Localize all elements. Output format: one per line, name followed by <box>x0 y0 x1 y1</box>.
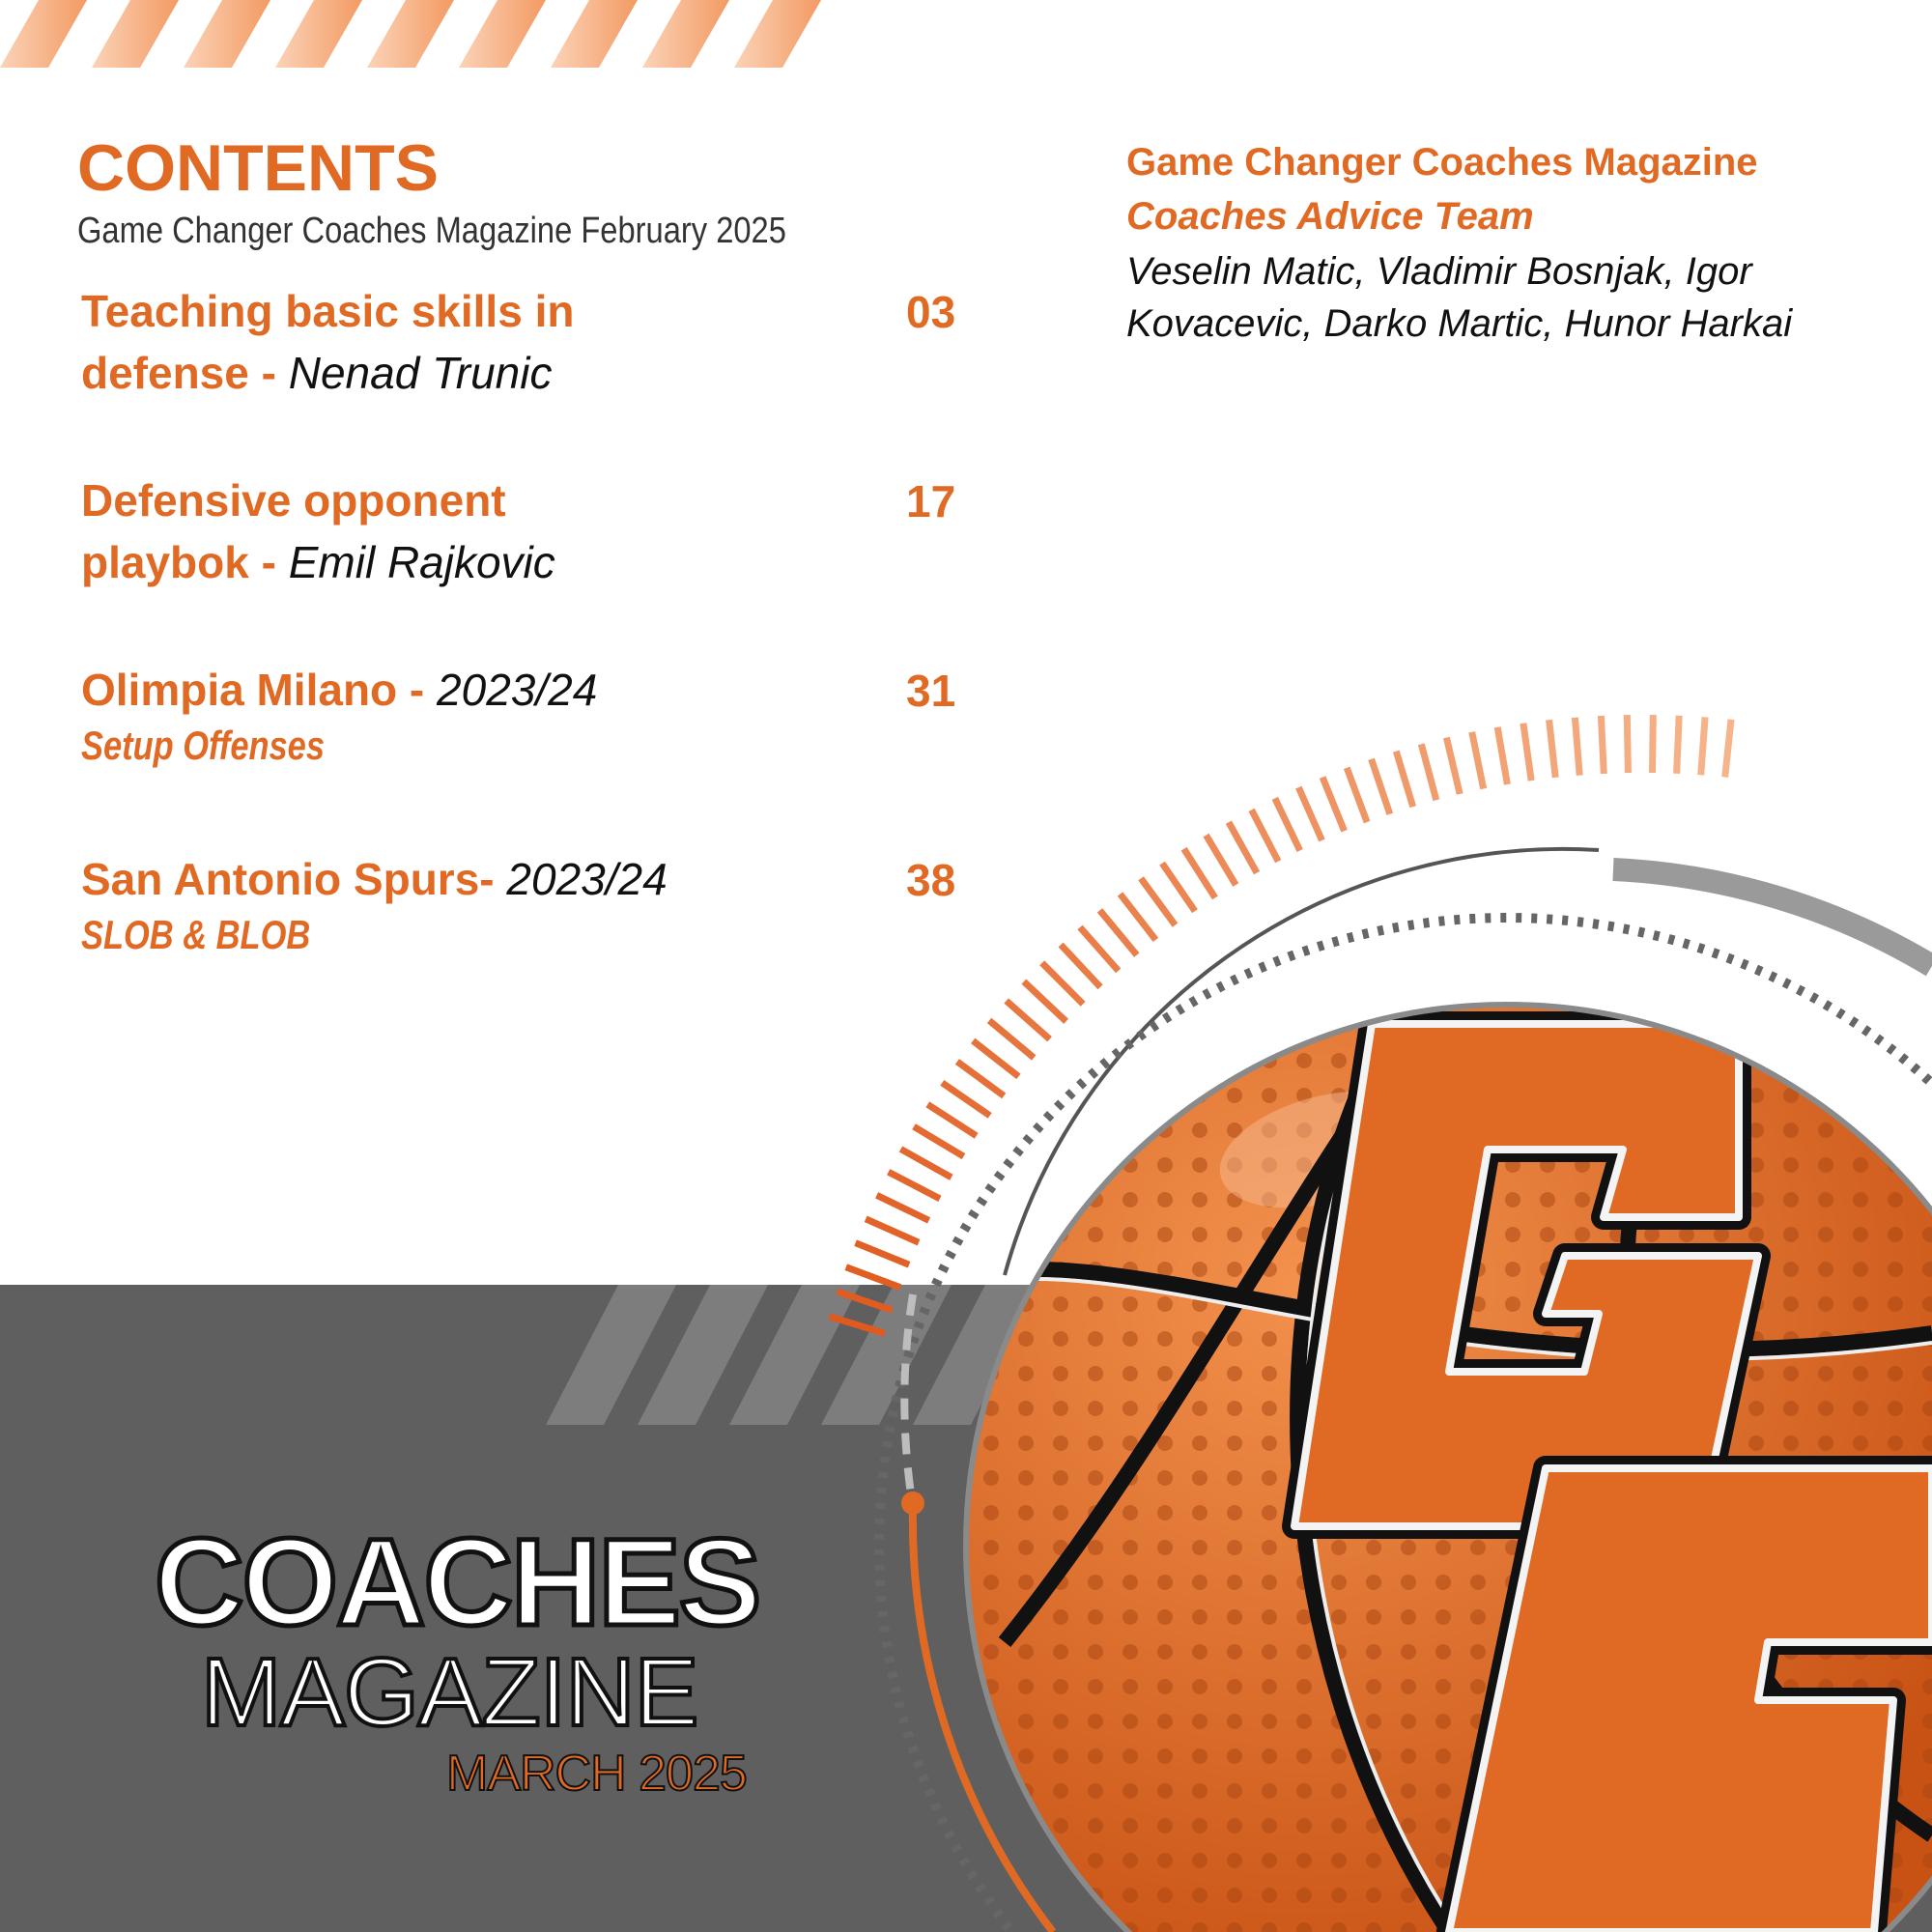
contents-subheading: Game Changer Coaches Magazine February 2025 <box>77 211 786 251</box>
gauge-tick <box>1446 738 1460 794</box>
gauge-tick <box>1701 717 1705 775</box>
toc-entry[interactable] <box>81 848 757 958</box>
gauge-tick <box>1347 768 1367 822</box>
gauge-tick <box>856 1243 910 1265</box>
gauge-tick <box>1575 718 1579 776</box>
gauge-tick <box>1061 945 1100 987</box>
toc-entry-author: 2023/24 <box>506 854 668 904</box>
gauge-tick <box>1298 787 1321 840</box>
gauge-tick <box>877 1195 929 1220</box>
gauge-tick <box>1252 810 1279 861</box>
toc-entry-title: Olimpia Milano - 2023/24 <box>81 665 598 715</box>
gauge-tick <box>1549 720 1556 778</box>
gauge-tick <box>1024 981 1066 1021</box>
gauge-tick <box>1421 744 1436 800</box>
toc-entry-tag: SLOB & BLOB <box>81 912 311 957</box>
toc-entry[interactable] <box>81 280 757 404</box>
toc-entry-author: Nenad Trunic <box>288 348 553 398</box>
gauge-tick <box>1322 778 1345 832</box>
gauge-tick <box>927 1104 976 1136</box>
gauge-tick <box>901 1150 952 1178</box>
gauge-tick <box>1007 1001 1050 1039</box>
toc-entry-author: 2023/24 <box>437 665 598 715</box>
contents-heading: CONTENTS <box>77 131 439 205</box>
gauge-tick <box>1725 720 1731 778</box>
masthead-magazine: MAGAZINE <box>201 1638 698 1747</box>
gauge-tick <box>1207 836 1236 886</box>
gauge-tick <box>1601 716 1604 774</box>
gauge-tick <box>889 1172 940 1199</box>
toc-entry-title: San Antonio Spurs- 2023/24 <box>81 854 668 904</box>
gauge-tick <box>957 1062 1004 1096</box>
gauge-tick <box>1677 716 1680 774</box>
gauge-tick <box>1497 727 1507 784</box>
gauge-tick <box>1372 759 1390 814</box>
toc-entry-author: Emil Rajkovic <box>288 537 555 587</box>
gauge-tick <box>1141 878 1175 924</box>
toc-entry[interactable] <box>81 659 757 769</box>
gauge-tick <box>1100 910 1137 954</box>
gauge-tick <box>1042 963 1083 1005</box>
toc-page-number: 38 <box>906 855 956 905</box>
gauge-tick <box>846 1267 900 1288</box>
toc-entry-title: Defensive opponent playbok - Emil Rajkovic <box>81 475 555 587</box>
advice-team-title: Coaches Advice Team <box>1126 195 1534 238</box>
gauge-tick <box>1275 798 1300 850</box>
gauge-tick <box>1653 715 1654 773</box>
gauge-tick <box>1184 849 1215 898</box>
gauge-tick <box>1523 724 1531 781</box>
masthead-coaches: COACHES <box>155 1514 760 1652</box>
advice-team-magazine: Game Changer Coaches Magazine <box>1126 141 1758 184</box>
gauge-tick <box>989 1020 1034 1058</box>
gauge-tick <box>1627 715 1628 773</box>
gauge-tick <box>1396 752 1412 807</box>
toc-entry-title: Teaching basic skills in defense - Nenad Trunic <box>81 286 575 398</box>
advice-team-names: Veselin Matic, Vladimir Bosnjak, Igor Kovacevic, Darko Martic, Hunor Harkai <box>1126 250 1793 345</box>
toc-entry-tag: Setup Offenses <box>81 723 325 768</box>
gauge-tick <box>1472 732 1484 789</box>
toc-page-number: 17 <box>906 476 956 526</box>
masthead-issue-date: MARCH 2025 <box>446 1746 747 1802</box>
gauge-tick <box>1229 822 1257 872</box>
gauge-tick <box>1080 927 1119 971</box>
gauge-tick <box>1121 895 1156 940</box>
toc-entry[interactable] <box>81 469 757 593</box>
toc-page-number: 03 <box>906 287 956 337</box>
gauge-tick <box>1162 864 1195 912</box>
gauge-tick <box>973 1040 1018 1076</box>
gauge-tick <box>942 1083 989 1116</box>
toc-page-number: 31 <box>906 666 956 716</box>
gauge-tick <box>866 1219 919 1242</box>
gauge-tick <box>914 1126 964 1156</box>
